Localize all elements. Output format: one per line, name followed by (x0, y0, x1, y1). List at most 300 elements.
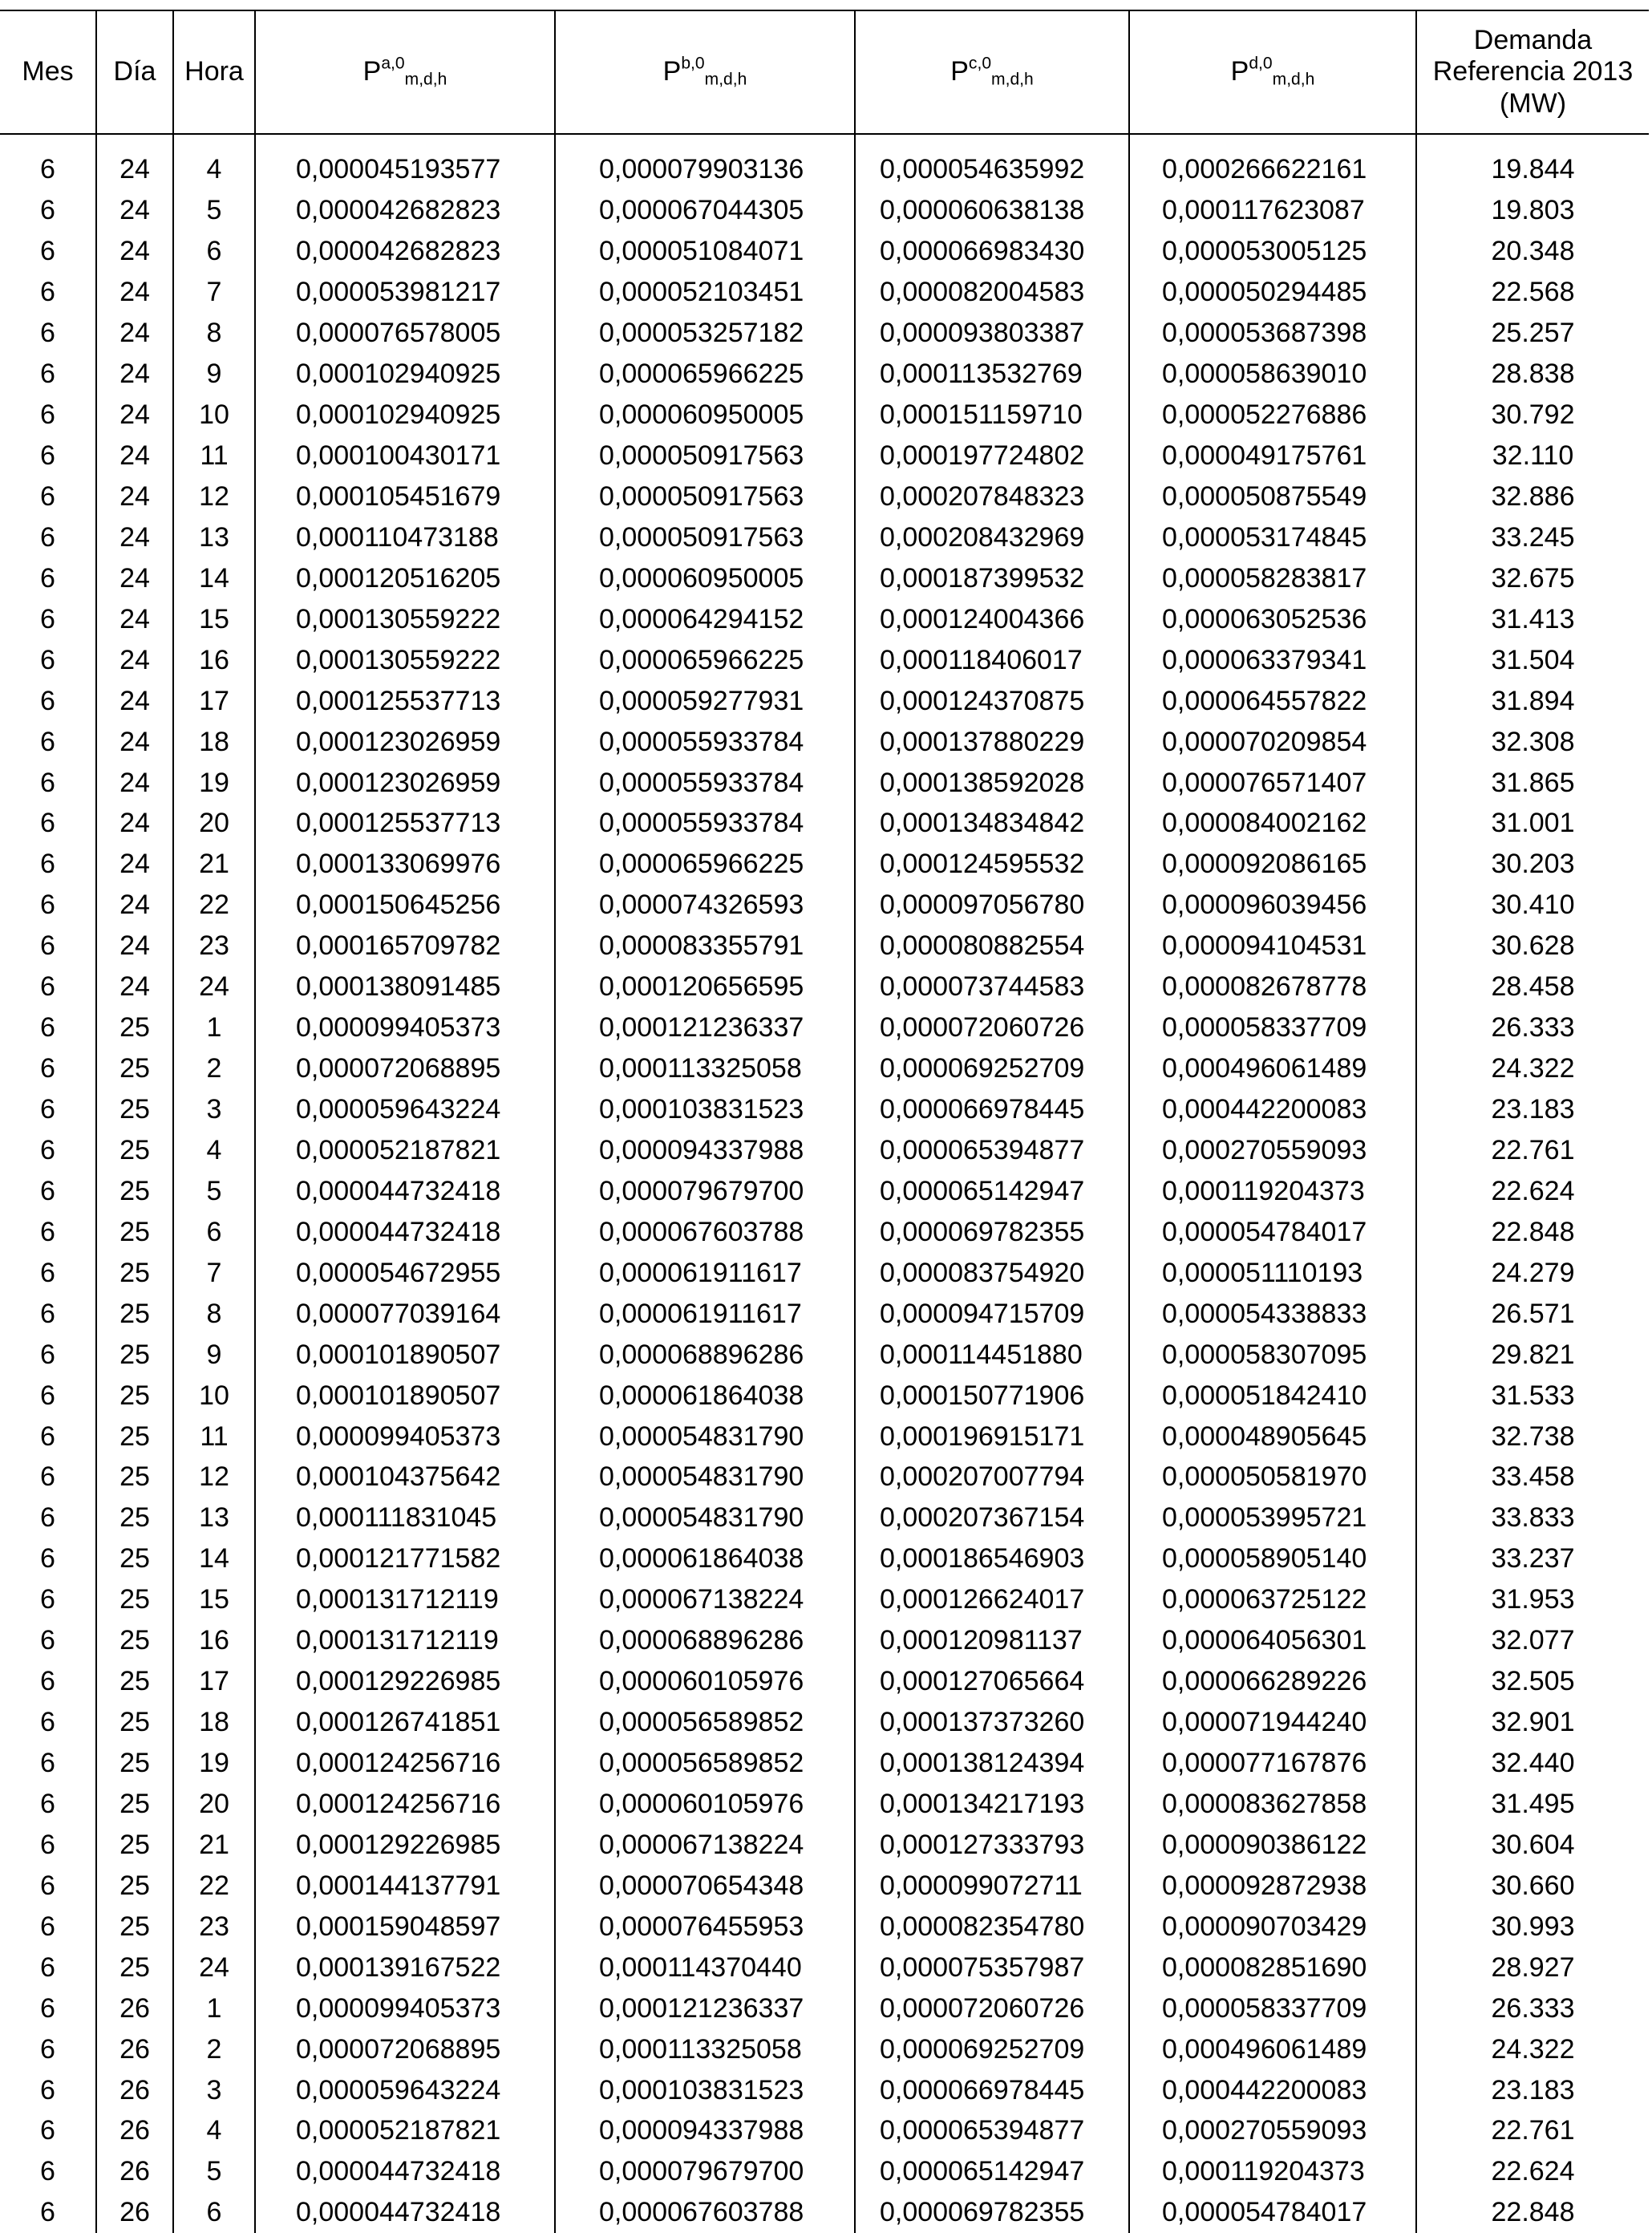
cell-pd: 0,000090386122 (1129, 1824, 1416, 1865)
cell-pd: 0,000053687398 (1129, 313, 1416, 354)
cell-pc: 0,000069782355 (855, 2192, 1129, 2233)
cell-pc: 0,000124004366 (855, 598, 1129, 639)
cell-pb: 0,000074326593 (555, 885, 855, 926)
cell-pb: 0,000113325058 (555, 2028, 855, 2069)
cell-pa: 0,000130559222 (255, 639, 555, 680)
cell-mes: 6 (0, 1089, 96, 1130)
cell-hora: 5 (173, 1170, 255, 1211)
cell-dia: 24 (96, 354, 173, 395)
cell-hora: 21 (173, 844, 255, 885)
cell-pb: 0,000060105976 (555, 1784, 855, 1825)
cell-dia: 25 (96, 1416, 173, 1457)
cell-mes: 6 (0, 1661, 96, 1702)
table-row (0, 721, 1649, 762)
cell-demanda: 31.001 (1416, 803, 1649, 844)
cell-hora: 4 (173, 2110, 255, 2151)
cell-mes: 6 (0, 926, 96, 967)
cell-demanda: 22.761 (1416, 2110, 1649, 2151)
cell-hora: 17 (173, 680, 255, 721)
cell-pa: 0,000126741851 (255, 1702, 555, 1743)
cell-dia: 24 (96, 272, 173, 313)
cell-hora: 11 (173, 1416, 255, 1457)
cell-dia: 25 (96, 1702, 173, 1743)
cell-pd: 0,000066289226 (1129, 1661, 1416, 1702)
cell-pd: 0,000119204373 (1129, 1170, 1416, 1211)
table-row (0, 1906, 1649, 1947)
cell-demanda: 24.279 (1416, 1252, 1649, 1293)
table-row (0, 557, 1649, 598)
cell-pc: 0,000197724802 (855, 436, 1129, 476)
cell-pb: 0,000114370440 (555, 1947, 855, 1988)
cell-pc: 0,000207848323 (855, 476, 1129, 517)
cell-pc: 0,000196915171 (855, 1416, 1129, 1457)
cell-demanda: 30.604 (1416, 1824, 1649, 1865)
cell-hora: 14 (173, 557, 255, 598)
cell-pb: 0,000113325058 (555, 1048, 855, 1089)
cell-dia: 24 (96, 844, 173, 885)
cell-pb: 0,000070654348 (555, 1865, 855, 1906)
cell-dia: 24 (96, 557, 173, 598)
col-header-pb: P$^{b,0}_{m,d,h}$ (555, 10, 855, 134)
cell-dia: 25 (96, 1661, 173, 1702)
cell-demanda: 31.533 (1416, 1375, 1649, 1416)
cell-mes: 6 (0, 1375, 96, 1416)
cell-hora: 13 (173, 517, 255, 557)
cell-dia: 26 (96, 2151, 173, 2192)
cell-hora: 15 (173, 1579, 255, 1620)
cell-demanda: 31.953 (1416, 1579, 1649, 1620)
cell-pd: 0,000270559093 (1129, 1130, 1416, 1171)
table-row (0, 272, 1649, 313)
cell-mes: 6 (0, 2069, 96, 2110)
cell-hora: 16 (173, 639, 255, 680)
table-row (0, 639, 1649, 680)
cell-dia: 25 (96, 1906, 173, 1947)
cell-pb: 0,000056589852 (555, 1743, 855, 1784)
cell-pd: 0,000071944240 (1129, 1702, 1416, 1743)
cell-dia: 25 (96, 1293, 173, 1334)
cell-dia: 25 (96, 1743, 173, 1784)
cell-hora: 3 (173, 2069, 255, 2110)
cell-hora: 7 (173, 1252, 255, 1293)
cell-dia: 24 (96, 680, 173, 721)
cell-dia: 24 (96, 149, 173, 190)
cell-pb: 0,000050917563 (555, 476, 855, 517)
cell-pd: 0,000058905140 (1129, 1538, 1416, 1579)
cell-dia: 24 (96, 313, 173, 354)
cell-pd: 0,000054338833 (1129, 1293, 1416, 1334)
cell-pa: 0,000076578005 (255, 313, 555, 354)
table-row (0, 1048, 1649, 1089)
cell-mes: 6 (0, 1906, 96, 1947)
table-row (0, 1579, 1649, 1620)
cell-hora: 18 (173, 1702, 255, 1743)
cell-pc: 0,000207367154 (855, 1497, 1129, 1538)
table-body (0, 134, 1649, 2233)
cell-pa: 0,000044732418 (255, 1170, 555, 1211)
cell-demanda: 32.077 (1416, 1620, 1649, 1661)
cell-pc: 0,000113532769 (855, 354, 1129, 395)
table-row (0, 598, 1649, 639)
cell-pd: 0,000442200083 (1129, 2069, 1416, 2110)
cell-demanda: 32.886 (1416, 476, 1649, 517)
cell-pa: 0,000101890507 (255, 1375, 555, 1416)
cell-pc: 0,000187399532 (855, 557, 1129, 598)
cell-pb: 0,000067138224 (555, 1579, 855, 1620)
cell-hora: 20 (173, 1784, 255, 1825)
cell-pb: 0,000083355791 (555, 926, 855, 967)
col-header-dia: Día (96, 10, 173, 134)
table-row (0, 436, 1649, 476)
cell-pc: 0,000066983430 (855, 231, 1129, 272)
cell-pa: 0,000110473188 (255, 517, 555, 557)
table-row (0, 1252, 1649, 1293)
table-row (0, 149, 1649, 190)
cell-mes: 6 (0, 436, 96, 476)
table-row (0, 1661, 1649, 1702)
cell-hora: 3 (173, 1089, 255, 1130)
cell-pd: 0,000048905645 (1129, 1416, 1416, 1457)
cell-hora: 1 (173, 1007, 255, 1048)
cell-pc: 0,000072060726 (855, 1988, 1129, 2028)
cell-demanda: 31.865 (1416, 762, 1649, 803)
cell-mes: 6 (0, 2192, 96, 2233)
cell-demanda: 30.660 (1416, 1865, 1649, 1906)
cell-pb: 0,000103831523 (555, 1089, 855, 1130)
cell-pd: 0,000092872938 (1129, 1865, 1416, 1906)
table-row (0, 1497, 1649, 1538)
cell-hora: 22 (173, 1865, 255, 1906)
cell-pb: 0,000065966225 (555, 354, 855, 395)
cell-hora: 22 (173, 885, 255, 926)
cell-demanda: 24.322 (1416, 2028, 1649, 2069)
cell-demanda: 33.833 (1416, 1497, 1649, 1538)
cell-mes: 6 (0, 1988, 96, 2028)
cell-hora: 13 (173, 1497, 255, 1538)
cell-pc: 0,000065142947 (855, 1170, 1129, 1211)
cell-pa: 0,000099405373 (255, 1988, 555, 2028)
cell-pc: 0,000127333793 (855, 1824, 1129, 1865)
cell-pc: 0,000099072711 (855, 1865, 1129, 1906)
cell-dia: 25 (96, 1579, 173, 1620)
cell-mes: 6 (0, 844, 96, 885)
cell-hora: 16 (173, 1620, 255, 1661)
cell-mes: 6 (0, 2110, 96, 2151)
cell-pa: 0,000045193577 (255, 149, 555, 190)
cell-pc: 0,000054635992 (855, 149, 1129, 190)
cell-pd: 0,000050581970 (1129, 1457, 1416, 1497)
cell-dia: 24 (96, 885, 173, 926)
cell-hora: 4 (173, 149, 255, 190)
cell-dia: 25 (96, 1538, 173, 1579)
cell-pb: 0,000061911617 (555, 1293, 855, 1334)
cell-pa: 0,000077039164 (255, 1293, 555, 1334)
cell-pa: 0,000120516205 (255, 557, 555, 598)
cell-mes: 6 (0, 1252, 96, 1293)
cell-pb: 0,000076455953 (555, 1906, 855, 1947)
cell-dia: 24 (96, 517, 173, 557)
cell-pc: 0,000097056780 (855, 885, 1129, 926)
cell-hora: 9 (173, 1334, 255, 1375)
table-row (0, 231, 1649, 272)
cell-dia: 25 (96, 1211, 173, 1252)
cell-hora: 2 (173, 2028, 255, 2069)
cell-pc: 0,000207007794 (855, 1457, 1129, 1497)
cell-pc: 0,000134834842 (855, 803, 1129, 844)
cell-pd: 0,000496061489 (1129, 2028, 1416, 2069)
cell-demanda: 32.901 (1416, 1702, 1649, 1743)
cell-demanda: 32.505 (1416, 1661, 1649, 1702)
table-row (0, 1457, 1649, 1497)
cell-pd: 0,000063725122 (1129, 1579, 1416, 1620)
cell-pc: 0,000126624017 (855, 1579, 1129, 1620)
cell-dia: 25 (96, 1375, 173, 1416)
cell-demanda: 23.183 (1416, 2069, 1649, 2110)
cell-hora: 6 (173, 231, 255, 272)
cell-demanda: 26.333 (1416, 1988, 1649, 2028)
cell-pb: 0,000059277931 (555, 680, 855, 721)
cell-mes: 6 (0, 762, 96, 803)
cell-demanda: 19.844 (1416, 149, 1649, 190)
cell-demanda: 32.440 (1416, 1743, 1649, 1784)
cell-hora: 7 (173, 272, 255, 313)
cell-demanda: 31.894 (1416, 680, 1649, 721)
cell-mes: 6 (0, 1538, 96, 1579)
cell-pb: 0,000050917563 (555, 436, 855, 476)
cell-pb: 0,000103831523 (555, 2069, 855, 2110)
cell-dia: 25 (96, 1497, 173, 1538)
cell-mes: 6 (0, 967, 96, 1007)
cell-pc: 0,000094715709 (855, 1293, 1129, 1334)
table-row (0, 1375, 1649, 1416)
cell-demanda: 32.308 (1416, 721, 1649, 762)
table-row (0, 1538, 1649, 1579)
cell-pb: 0,000067603788 (555, 1211, 855, 1252)
cell-hora: 21 (173, 1824, 255, 1865)
cell-mes: 6 (0, 1170, 96, 1211)
cell-pb: 0,000054831790 (555, 1416, 855, 1457)
cell-pa: 0,000131712119 (255, 1579, 555, 1620)
cell-pc: 0,000138592028 (855, 762, 1129, 803)
table-row (0, 1007, 1649, 1048)
cell-pd: 0,000058639010 (1129, 354, 1416, 395)
cell-pb: 0,000065966225 (555, 844, 855, 885)
cell-hora: 11 (173, 436, 255, 476)
cell-pd: 0,000096039456 (1129, 885, 1416, 926)
cell-hora: 6 (173, 1211, 255, 1252)
col-header-pa: P$^{a,0}_{m,d,h}$ (255, 10, 555, 134)
table-row (0, 1743, 1649, 1784)
cell-demanda: 22.761 (1416, 1130, 1649, 1171)
cell-dia: 24 (96, 926, 173, 967)
cell-pd: 0,000058283817 (1129, 557, 1416, 598)
cell-pd: 0,000063379341 (1129, 639, 1416, 680)
cell-hora: 1 (173, 1988, 255, 2028)
cell-demanda: 22.624 (1416, 1170, 1649, 1211)
cell-mes: 6 (0, 1211, 96, 1252)
cell-mes: 6 (0, 272, 96, 313)
cell-pc: 0,000069252709 (855, 2028, 1129, 2069)
cell-pb: 0,000061864038 (555, 1538, 855, 1579)
table-row (0, 2151, 1649, 2192)
cell-dia: 25 (96, 1130, 173, 1171)
cell-dia: 25 (96, 1007, 173, 1048)
cell-pd: 0,000117623087 (1129, 190, 1416, 231)
cell-pb: 0,000061864038 (555, 1375, 855, 1416)
col-header-pd: P$^{d,0}_{m,d,h}$ (1129, 10, 1416, 134)
cell-demanda: 30.792 (1416, 395, 1649, 436)
table-row (0, 1334, 1649, 1375)
cell-pd: 0,000119204373 (1129, 2151, 1416, 2192)
cell-mes: 6 (0, 803, 96, 844)
cell-pc: 0,000080882554 (855, 926, 1129, 967)
cell-dia: 24 (96, 967, 173, 1007)
cell-pc: 0,000137880229 (855, 721, 1129, 762)
cell-demanda: 33.245 (1416, 517, 1649, 557)
cell-pd: 0,000064056301 (1129, 1620, 1416, 1661)
cell-pd: 0,000053005125 (1129, 231, 1416, 272)
cell-pd: 0,000082851690 (1129, 1947, 1416, 1988)
cell-hora: 2 (173, 1048, 255, 1089)
cell-pa: 0,000044732418 (255, 2151, 555, 2192)
cell-demanda: 33.458 (1416, 1457, 1649, 1497)
cell-dia: 25 (96, 1089, 173, 1130)
cell-hora: 23 (173, 926, 255, 967)
cell-mes: 6 (0, 1865, 96, 1906)
cell-pa: 0,000124256716 (255, 1784, 555, 1825)
cell-hora: 8 (173, 313, 255, 354)
cell-pa: 0,000052187821 (255, 2110, 555, 2151)
table-row (0, 1988, 1649, 2028)
table-row (0, 517, 1649, 557)
cell-mes: 6 (0, 231, 96, 272)
cell-pc: 0,000137373260 (855, 1702, 1129, 1743)
cell-pa: 0,000102940925 (255, 354, 555, 395)
cell-demanda: 32.110 (1416, 436, 1649, 476)
cell-mes: 6 (0, 1130, 96, 1171)
cell-mes: 6 (0, 1784, 96, 1825)
cell-demanda: 30.410 (1416, 885, 1649, 926)
cell-pd: 0,000094104531 (1129, 926, 1416, 967)
cell-pd: 0,000054784017 (1129, 1211, 1416, 1252)
cell-pa: 0,000130559222 (255, 598, 555, 639)
cell-pa: 0,000131712119 (255, 1620, 555, 1661)
cell-pa: 0,000139167522 (255, 1947, 555, 1988)
table-row (0, 680, 1649, 721)
cell-pa: 0,000144137791 (255, 1865, 555, 1906)
table-row (0, 967, 1649, 1007)
cell-pa: 0,000138091485 (255, 967, 555, 1007)
cell-demanda: 25.257 (1416, 313, 1649, 354)
cell-pd: 0,000058337709 (1129, 1988, 1416, 2028)
cell-pb: 0,000094337988 (555, 2110, 855, 2151)
table-row (0, 762, 1649, 803)
cell-pc: 0,000066978445 (855, 2069, 1129, 2110)
cell-pb: 0,000094337988 (555, 1130, 855, 1171)
cell-pa: 0,000111831045 (255, 1497, 555, 1538)
cell-demanda: 23.183 (1416, 1089, 1649, 1130)
table-row (0, 354, 1649, 395)
cell-pb: 0,000121236337 (555, 1007, 855, 1048)
cell-pc: 0,000060638138 (855, 190, 1129, 231)
cell-pb: 0,000079903136 (555, 149, 855, 190)
col-header-pc: P$^{c,0}_{m,d,h}$ (855, 10, 1129, 134)
cell-dia: 25 (96, 1947, 173, 1988)
cell-hora: 20 (173, 803, 255, 844)
cell-pa: 0,000099405373 (255, 1416, 555, 1457)
table-header (0, 10, 1649, 134)
cell-mes: 6 (0, 2028, 96, 2069)
table-row (0, 926, 1649, 967)
cell-mes: 6 (0, 1048, 96, 1089)
cell-pa: 0,000059643224 (255, 1089, 555, 1130)
cell-demanda: 31.504 (1416, 639, 1649, 680)
cell-hora: 12 (173, 1457, 255, 1497)
cell-dia: 24 (96, 639, 173, 680)
cell-pc: 0,000073744583 (855, 967, 1129, 1007)
cell-pd: 0,000076571407 (1129, 762, 1416, 803)
cell-demanda: 32.675 (1416, 557, 1649, 598)
cell-pd: 0,000054784017 (1129, 2192, 1416, 2233)
cell-pd: 0,000064557822 (1129, 680, 1416, 721)
cell-mes: 6 (0, 354, 96, 395)
cell-pa: 0,000052187821 (255, 1130, 555, 1171)
cell-pd: 0,000077167876 (1129, 1743, 1416, 1784)
cell-pd: 0,000058307095 (1129, 1334, 1416, 1375)
cell-pc: 0,000072060726 (855, 1007, 1129, 1048)
cell-hora: 23 (173, 1906, 255, 1947)
cell-mes: 6 (0, 2151, 96, 2192)
cell-pd: 0,000266622161 (1129, 149, 1416, 190)
cell-mes: 6 (0, 1334, 96, 1375)
cell-hora: 24 (173, 1947, 255, 1988)
table-row (0, 1947, 1649, 1988)
cell-hora: 8 (173, 1293, 255, 1334)
cell-pc: 0,000134217193 (855, 1784, 1129, 1825)
cell-pb: 0,000067044305 (555, 190, 855, 231)
table-row (0, 1416, 1649, 1457)
cell-dia: 25 (96, 1620, 173, 1661)
cell-demanda: 26.333 (1416, 1007, 1649, 1048)
cell-pa: 0,000125537713 (255, 680, 555, 721)
cell-pb: 0,000055933784 (555, 803, 855, 844)
cell-pd: 0,000442200083 (1129, 1089, 1416, 1130)
cell-hora: 14 (173, 1538, 255, 1579)
cell-mes: 6 (0, 1702, 96, 1743)
cell-pc: 0,000065394877 (855, 2110, 1129, 2151)
cell-hora: 18 (173, 721, 255, 762)
cell-mes: 6 (0, 885, 96, 926)
cell-pd: 0,000050875549 (1129, 476, 1416, 517)
cell-pb: 0,000061911617 (555, 1252, 855, 1293)
cell-hora: 10 (173, 395, 255, 436)
cell-mes: 6 (0, 598, 96, 639)
cell-demanda: 30.993 (1416, 1906, 1649, 1947)
cell-mes: 6 (0, 1007, 96, 1048)
table-row (0, 1170, 1649, 1211)
cell-hora: 15 (173, 598, 255, 639)
cell-demanda: 29.821 (1416, 1334, 1649, 1375)
cell-pc: 0,000075357987 (855, 1947, 1129, 1988)
cell-pd: 0,000496061489 (1129, 1048, 1416, 1089)
cell-mes: 6 (0, 1497, 96, 1538)
cell-pc: 0,000138124394 (855, 1743, 1129, 1784)
cell-demanda: 28.458 (1416, 967, 1649, 1007)
table-row (0, 803, 1649, 844)
table-row (0, 476, 1649, 517)
cell-pc: 0,000065142947 (855, 2151, 1129, 2192)
table-row (0, 2028, 1649, 2069)
